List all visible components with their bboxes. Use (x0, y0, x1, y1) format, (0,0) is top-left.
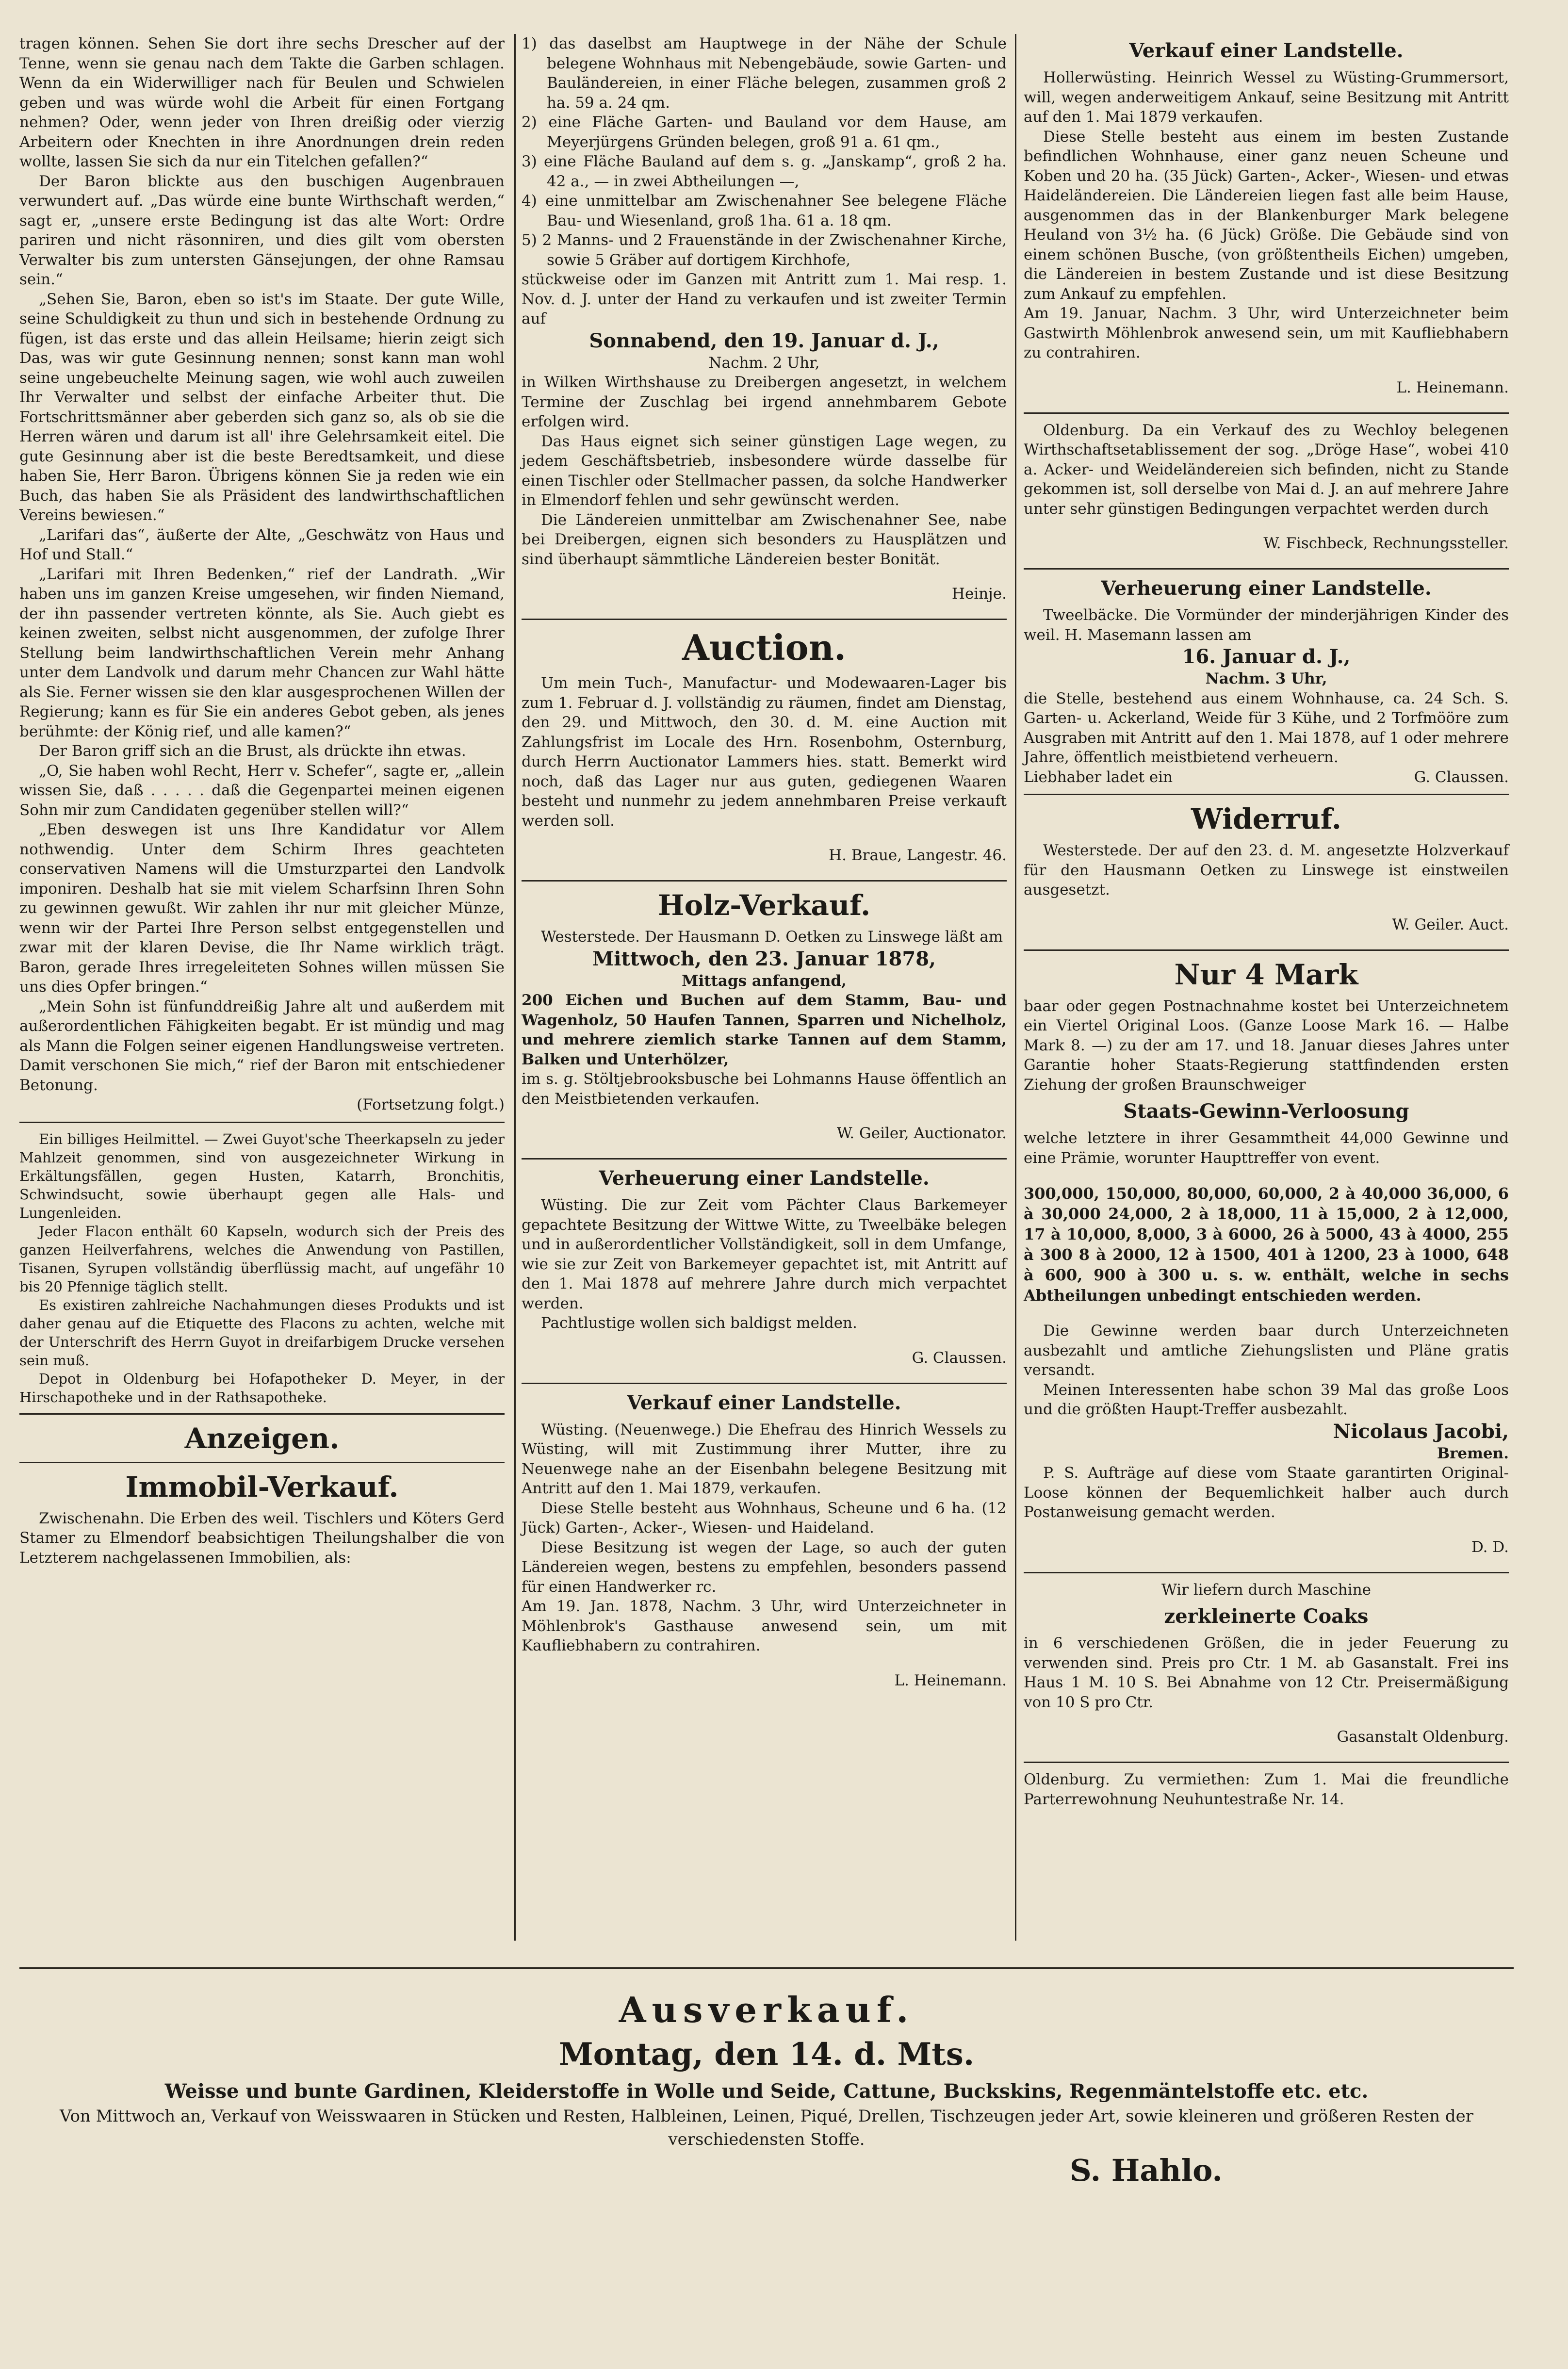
ad-paragraph: Die Ländereien unmittelbar am Zwischenahner See, nabe bei Dreibergen, eignen sich besonders zu Hausplätzen und sind überhaupt sämmtliche Ländereien bester Bonität. (522, 511, 1007, 568)
column-2 (522, 34, 1007, 1941)
ad-heading: Verkauf einer Landstelle. (1129, 39, 1404, 62)
ad-date: Sonnabend, den 19. Januar d. J., (589, 329, 939, 352)
ad-signature: Gasanstalt Oldenburg. (1337, 1728, 1509, 1746)
ad-paragraph: Meinen Interessenten habe schon 39 Mal das große Loos und die größten Haupt-Treffer ausbezahlt. (1024, 1381, 1509, 1418)
ad-paragraph: P. S. Aufträge auf diese vom Staate garantirten Original-Loose können der Bequemlichkeit halber auch durch Postanweisung gemacht werden. (1024, 1464, 1509, 1521)
section-rule (522, 880, 1007, 882)
banner-title: Ausverkauf. (619, 1989, 915, 2030)
ad-time: Nachm. 3 Uhr, (1205, 670, 1327, 687)
ad-paragraph: Ein billiges Heilmittel. — Zwei Guyot'sche Theerkapseln zu jeder Mahlzeit genommen, sind von ausgezeichneter Wirkung in Erkältungsfällen, gegen Husten, Katarrh, Bronchitis, Schwindsucht, sowie überhaupt gegen alle Hals- und Lungenleiden. (19, 1130, 505, 1221)
ad-paragraph: Hollerwüsting. Heinrich Wessel zu Wüsting-Grummersort, will, wegen anderweitigem Ankauf, seine Besitzung mit Antritt auf den 1. Mai 1879 verkaufen. (1024, 69, 1509, 126)
ad-signature: W. Geiler. Auct. (1392, 915, 1509, 933)
banner-date: Montag, den 14. d. Mts. (558, 2036, 975, 2073)
story-paragraph: „Sehen Sie, Baron, eben so ist's im Staate. Der gute Wille, seine Schuldigkeit zu thun und sich in bestehende Ordnung zu fügen, ist das erste und das allein Heilsame; hierin zeigt sich Das, was wir gute Gesinnung nennen; sonst kann man wohl seine ungebeuchelte Meinung sagen, wie wohl auch zuweilen Ihr Verwalter und selbst der einfache Arbeiter thut. Die Fortschrittsmänner aber geberden sich ganz so, als ob sie die Herren wären und darum ist all' ihre Gelehrsamkeit eitel. Die gute Gesinnung aber ist die beste Beredtsamkeit, und diese haben Sie, Herr Baron. Übrigens können Sie ja reden wie ein Buch, das haben Sie als Präsident des landwirthschaftlichen Vereins bewiesen.“ (19, 290, 505, 524)
ad-paragraph: Depot in Oldenburg bei Hofapotheker D. Meyer, in der Hirschapotheke und in der Rathsapotheke. (19, 1370, 505, 1405)
section-rule (19, 1462, 505, 1463)
story-paragraph: „O, Sie haben wohl Recht, Herr v. Schefer“, sagte er, „allein wissen Sie, daß . . . . . daß die Gegenpartei meinen eigenen Sohn mir zum Candidaten gegenüber stellen will?“ (19, 762, 505, 819)
ad-time: Mittags anfangend, (682, 972, 847, 990)
section-rule (522, 1383, 1007, 1384)
ad-heading: Immobil-Verkauf. (125, 1470, 399, 1503)
list-item: 3) eine Fläche Bauland auf dem s. g. „Janskamp“, groß 2 ha. 42 a., — in zwei Abtheilungen —, (522, 153, 1007, 190)
section-rule (522, 1158, 1007, 1160)
property-list (522, 34, 1007, 270)
list-item: 2) eine Fläche Garten- und Bauland vor dem Hause, am Meyerjürgens Gründen belegen, groß 91 a. 61 qm., (522, 114, 1007, 151)
ad-signature: W. Geiler, Auctionator. (836, 1125, 1007, 1142)
ad-signature: L. Heinemann. (894, 1671, 1007, 1689)
ad-heading: Holz-Verkauf. (657, 889, 871, 922)
ad-paragraph: Westerstede. Der Hausmann D. Oetken zu Linswege läßt am (541, 928, 1003, 946)
ad-signature: L. Heinemann. (1396, 378, 1509, 396)
ad-heading: Verkauf einer Landstelle. (627, 1391, 901, 1414)
ad-paragraph: die Stelle, bestehend aus einem Wohnhause, ca. 24 Sch. S. Garten- u. Ackerland, Weide für 3 Kühe, und 2 Torfmööre zum Ausgraben mit Antritt auf den 1. Mai 1878, auf 1 oder mehrere Jahre, öffentlich meistbietend verheuern. (1024, 689, 1509, 766)
story-paragraph: „Eben deswegen ist uns Ihre Kandidatur vor Allem nothwendig. Unter dem Schirm Ihres geachteten conservativen Namens will die Umsturzpartei den Landvolk imponiren. Deshalb hat sie mit vielem Scharfsinn Ihren Sohn zu gewinnen gewußt. Wir zahlen ihr nur mit gleicher Münze, wenn wir der Partei Ihre Person selbst entgegenstellen und zwar mit der klaren Devise, die Ihr Name wirklich trägt. Baron, gerade Ihres irregeleiteten Sohnes willen müssen Sie uns dies Opfer bringen.“ (19, 821, 505, 996)
banner-rule (19, 1967, 1514, 1969)
ad-city: Bremen. (1437, 1444, 1509, 1462)
ad-signature: H. Braue, Langestr. 46. (829, 847, 1007, 864)
section-rule (1024, 568, 1509, 570)
prize-list: 300,000, 150,000, 80,000, 60,000, 2 à 40,000 36,000, 6 à 30,000 24,000, 2 à 18,000, 11 à 15,000, 2 à 12,000, 17 à 10,000, 8,000, 3 à 6000, 26 à 5000, 43 à 4000, 255 à 300 8 à 2000, 12 à 1500, 401 à 1200, 23 à 1000, 648 à 600, 900 à 300 u. s. w. enthält, welche in sechs Abtheilungen unbedingt entschieden werden. (1024, 1184, 1509, 1305)
banner-line: Weisse und bunte Gardinen, Kleiderstoffe in Wolle und Seide, Cattune, Buckskins, Regenmäntelstoffe etc. etc. (164, 2080, 1369, 2103)
ad-footer-text: Liebhaber ladet ein (1024, 768, 1173, 786)
section-rule (1024, 1572, 1509, 1573)
ad-paragraph: 200 Eichen und Buchen auf dem Stamm, Bau- und Wagenholz, 50 Haufen Tannen, Sparren und Nichelholz, und mehrere ziemlich starke Tannen auf dem Stamm, Balken und Unterhölzer, (522, 992, 1007, 1068)
ad-paragraph: Es existiren zahlreiche Nachahmungen dieses Produkts und ist daher genau auf die Etiquette des Flacons zu achten, welche mit der Unterschrift des Herrn Guyot in dreifarbigem Drucke versehen sein muß. (19, 1296, 505, 1369)
ad-paragraph: Wüsting. Die zur Zeit vom Pächter Claus Barkemeyer gepachtete Besitzung der Wittwe Witte, zu Tweelbäke belegen und in außerordentlicher Vollständigkeit, soll in dem Umfange, wie sie zur Zeit von Barkemeyer gepachtet ist, mit Antritt auf den 1. Mai 1878 auf mehrere Jahre durch mich verpachtet werden. (522, 1196, 1007, 1312)
ad-paragraph: im s. g. Stöltjebrooksbusche bei Lohmanns Hause öffentlich an den Meistbietenden verkaufen. (522, 1070, 1007, 1108)
ad-paragraph: Diese Stelle besteht aus Wohnhaus, Scheune und 6 ha. (12 Jück) Garten-, Acker-, Wiesen- und Haideland. (522, 1499, 1007, 1536)
section-rule (19, 1122, 505, 1123)
column-divider (1015, 34, 1016, 1941)
story-paragraph: „Larifari mit Ihren Bedenken,“ rief der Landrath. „Wir haben uns im ganzen Kreise umgesehen, wir finden Niemand, der ihn passender vertreten könnte, als Sie. Auch giebt es keinen zweiten, selbst nicht ausgenommen, der zufolge Ihrer Stellung beim landwirthschaftlichen Verein mehr Anhang unter dem Landvolk und darum mehr Chancen zur Wahl hätte als Sie. Ferner wissen sie den klar ausgesprochenen Willen der Regierung; kann es für Sie ein anderes Gebot geben, als jenes berühmte: der König rief, und alle kamen?“ (19, 565, 505, 740)
ad-paragraph: Jeder Flacon enthält 60 Kapseln, wodurch sich der Preis des ganzen Heilverfahrens, welches die Anwendung von Pastillen, Tisanen, Syrupen vollständig überflüssig macht, auf ungefähr 10 bis 20 Pfennige täglich stellt. (19, 1223, 505, 1295)
column-divider (514, 34, 516, 1941)
ad-paragraph: Die Gewinne werden baar durch Unterzeichneten ausbezahlt und amtliche Ziehungslisten und Pläne gratis versandt. (1024, 1322, 1509, 1379)
ad-paragraph: Am 19. Jan. 1878, Nachm. 3 Uhr, wird Unterzeichneter in Möhlenbrok's Gasthause anwesend sein, um mit Kaufliebhabern zu contrahiren. (522, 1598, 1007, 1654)
banner-line: Von Mittwoch an, Verkauf von Weisswaaren in Stücken und Resten, Halbleinen, Leinen, Piqué, Drellen, Tischzeugen jeder Art, sowie kleineren und größeren Resten der verschiedensten Stoffe. (60, 2107, 1473, 2149)
ad-paragraph: Diese Stelle besteht aus einem im besten Zustande befindlichen Wohnhause, einer ganz neuen Scheune und Koben und 20 ha. (35 Jück) Garten-, Acker-, Wiesen- und etwas Haideländereien. Die Ländereien liegen fast alle beim Hause, ausgenommen das in der Blankenburger Mark belegene Heuland von 3½ ha. (6 Jück) Größe. Die Gebäude sind von einem schönen Busche, (von größtentheils Eichen) umgeben, die Ländereien in bestem Zustande und ist diese Besitzung zum Ankauf zu empfehlen. (1024, 128, 1509, 303)
banner-signature: S. Hahlo. (1070, 2153, 1223, 2188)
ad-heading: Auction. (682, 627, 847, 668)
section-rule (1024, 949, 1509, 951)
ad-paragraph: Tweelbäcke. Die Vormünder der minderjährigen Kinder des weil. H. Masemann lassen am (1024, 606, 1509, 644)
ad-paragraph: in 6 verschiedenen Größen, die in jeder Feuerung zu verwenden sind. Preis pro Ctr. 1 M. ab Gasanstalt. Frei ins Haus 1 M. 10 S. Bei Abnahme von 12 Ctr. Preisermäßigung von 10 S pro Ctr. (1024, 1634, 1509, 1711)
ad-paragraph: Das Haus eignet sich seiner günstigen Lage wegen, zu jedem Geschäftsbetrieb, insbesondere würde dasselbe für einen Tischler oder Stellmacher passen, da solche Handwerker in Elmendorf fehlen und sehr gewünscht werden. (522, 432, 1007, 509)
section-rule (19, 1413, 505, 1415)
story-paragraph: Der Baron griff sich an die Brust, als drückte ihn etwas. (39, 742, 466, 760)
ad-preline: Wir liefern durch Maschine (1161, 1581, 1372, 1599)
section-rule (1024, 1762, 1509, 1763)
column-3 (1024, 34, 1509, 1941)
ad-paragraph: Am 19. Januar, Nachm. 3 Uhr, wird Unterzeichneter beim Gastwirth Möhlenbrok anwesend sein, um mit Kaufliebhabern zu contrahiren. (1024, 305, 1509, 361)
ad-signature: Heinje. (951, 585, 1007, 603)
continuation-note: (Fortsetzung folgt.) (357, 1096, 505, 1113)
story-paragraph: tragen können. Sehen Sie dort ihre sechs Drescher auf der Tenne, wenn sie genau nach dem Takte die Garben schlagen. Wenn da ein Widerwilliger nach für Beulen und Schwielen geben und was würde wohl die Arbeit für einen Fortgang nehmen? Oder, wenn jeder von Ihren dreißig oder vierzig Arbeitern oder Knechten in ihre Anordnungen drein reden wollte, lassen Sie sich da nur ein Titelchen gefallen?“ (19, 35, 505, 170)
ad-paragraph: Pachtlustige wollen sich baldigst melden. (541, 1314, 857, 1332)
column-1 (19, 34, 505, 1941)
ad-heading: Widerruf. (1191, 802, 1341, 835)
ad-heading: Verheuerung einer Landstelle. (599, 1167, 930, 1190)
ad-signature: D. D. (1471, 1538, 1509, 1556)
list-item: 4) eine unmittelbar am Zwischenahner See belegene Fläche Bau- und Wiesenland, groß 1ha. 61 a. 18 qm. (522, 192, 1007, 229)
section-rule (522, 619, 1007, 620)
ad-paragraph: welche letztere in ihrer Gesammtheit 44,000 Gewinne und eine Prämie, worunter Haupttreffer von event. (1024, 1129, 1509, 1167)
ad-heading: Staats-Gewinn-Verloosung (1123, 1100, 1409, 1123)
story-paragraph: „Larifari das“, äußerte der Alte, „Geschwätz von Haus und Hof und Stall.“ (19, 526, 505, 563)
ad-heading: zerkleinerte Coaks (1164, 1605, 1369, 1628)
list-item: 1) das daselbst am Hauptwege in der Nähe der Schule belegene Wohnhaus mit Nebengebäude, sowie Garten- und Bauländereien, in einer Fläche belegen, zusammen groß 2 ha. 59 a. 24 qm. (522, 35, 1007, 112)
ad-paragraph: stückweise oder im Ganzen mit Antritt zum 1. Mai resp. 1. Nov. d. J. unter der Hand zu verkaufen und ist zweiter Termin auf (522, 271, 1007, 327)
story-paragraph: „Mein Sohn ist fünfunddreißig Jahre alt und außerdem mit außerordentlichen Fähigkeiten begabt. Er ist mündig und mag als Mann die Folgen seiner eigenen Handlungsweise vertreten. Damit verschonen Sie mich,“ rief der Baron mit entschiedener Betonung. (19, 997, 505, 1094)
ad-date: 16. Januar d. J., (1182, 645, 1351, 668)
ad-signature: G. Claussen. (1414, 768, 1509, 786)
ad-paragraph: Zwischenahn. Die Erben des weil. Tischlers und Köters Gerd Stamer zu Elmendorf beabsichtigen Theilungshalber die von Letzterem nachgelassenen Immobilien, als: (19, 1509, 505, 1567)
ad-signature: Nicolaus Jacobi, (1333, 1420, 1509, 1443)
section-rule (1024, 412, 1509, 414)
banner-ad (19, 1984, 1514, 2190)
section-heading-anzeigen: Anzeigen. (184, 1421, 340, 1455)
ad-paragraph: baar oder gegen Postnachnahme kostet bei Unterzeichnetem ein Viertel Original Loos. (Ganze Loose Mark 16. — Halbe Mark 8. —) zu der am 17. und 18. Januar dieses Jahres unter Garantie hoher Staats-Regierung stattfindenden ersten Ziehung der großen Braunschweiger (1024, 997, 1509, 1094)
ad-time: Nachm. 2 Uhr, (708, 354, 820, 372)
section-rule (1024, 794, 1509, 795)
ad-heading: Nur 4 Mark (1174, 958, 1358, 991)
ad-signature: W. Fischbeck, Rechnungssteller. (1263, 535, 1509, 552)
ad-paragraph: Oldenburg. Zu vermiethen: Zum 1. Mai die freundliche Parterrewohnung Neuhuntestraße Nr. 14. (1024, 1771, 1509, 1808)
ad-paragraph: Um mein Tuch-, Manufactur- und Modewaaren-Lager bis zum 1. Februar d. J. vollständig zu räumen, findet am Dienstag, den 29. und Mittwoch, den 30. d. M. eine Auction mit Zahlungsfrist im Locale des Hrn. Rosenbohm, Osternburg, durch Herrn Auctionator Lammers hies. statt. Bemerkt wird noch, daß das Lager nur aus guten, gediegenen Waaren besteht und nunmehr zu jedem annehmbaren Preise verkauft werden soll. (522, 674, 1007, 830)
ad-footer (1024, 768, 1509, 787)
list-item: 5) 2 Manns- und 2 Frauenstände in der Zwischenahner Kirche, sowie 5 Gräber auf dortigem Kirchhofe, (522, 231, 1007, 269)
ad-date: Mittwoch, den 23. Januar 1878, (592, 947, 936, 970)
story-paragraph: Der Baron blickte aus den buschigen Augenbrauen verwundert auf. „Das würde eine bunte Wirthschaft werden,“ sagt er, „unsere erste Bedingung ist das alte Wort: Ordre pariren und nicht räsonniren, und dies gilt vom obersten Verwalter bis zum untersten Gänsejungen, der ohne Ramsau sein.“ (19, 172, 505, 288)
ad-paragraph: Diese Besitzung ist wegen der Lage, so auch der guten Ländereien wegen, bestens zu empfehlen, besonders passend für einen Handwerker rc. (522, 1538, 1007, 1596)
ad-paragraph: Westerstede. Der auf den 23. d. M. angesetzte Holzverkauf für den Hausmann Oetken zu Linswege ist einstweilen ausgesetzt. (1024, 842, 1509, 899)
ad-paragraph: in Wilken Wirthshause zu Dreibergen angesetzt, in welchem Termine der Zuschlag bei irgend annehmbarem Gebote erfolgen wird. (522, 374, 1007, 430)
ad-heading: Verheuerung einer Landstelle. (1101, 577, 1432, 600)
ad-signature: G. Claussen. (912, 1349, 1007, 1367)
ad-paragraph: Wüsting. (Neuenwege.) Die Ehefrau des Hinrich Wessels zu Wüsting, will mit Zustimmung ihrer Mutter, ihre zu Neuenwege nahe an der Eisenbahn belegene Besitzung mit Antritt auf den 1. Mai 1879, verkaufen. (522, 1421, 1007, 1497)
ad-paragraph: Oldenburg. Da ein Verkauf des zu Wechloy belegenen Wirthschaftsetablissement der sog. „Dröge Hase“, wobei 410 a. Acker- und Weideländereien sich befinden, nicht zu Stande gekommen ist, soll derselbe von Mai d. J. an auf mehrere Jahre unter sehr günstigen Bedingungen verpachtet werden durch (1024, 421, 1509, 518)
